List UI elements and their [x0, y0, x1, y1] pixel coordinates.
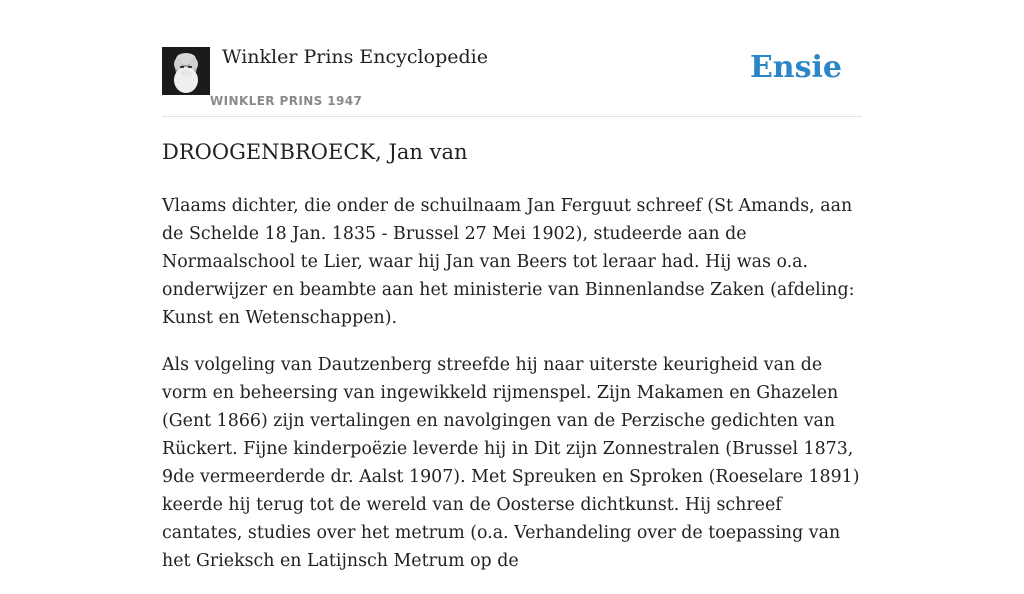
article-title: DROOGENBROECK, Jan van — [162, 140, 468, 164]
article-paragraph: Vlaams dichter, die onder de schuilnaam Jan Ferguut schreef (St Amands, aan de Schelde 18 Jan. 1835 - Brussel 27 Mei 1902), studeerde aan de Normaalschool te Lier, waar hij Jan van Beers tot leraar had. Hij was o.a. onderwijzer en beambte aan het ministerie van Binnenlandse Zaken (afdeling: Kunst en Wetenschappen). — [162, 196, 855, 328]
article-paragraph: Als volgeling van Dautzenberg streefde hij naar uiterste keurigheid van de vorm en beheersing van ingewikkeld rijmenspel. Zijn Makamen en Ghazelen (Gent 1866) zijn vertalingen en navolgingen van de Perzische gedichten van Rückert. Fijne kinderpoëzie leverde hij in Dit zijn Zonnestralen (Brussel 1873, 9de vermeerderde dr. Aalst 1907). Met Spreuken en Sproken (Roeselare 1891) keerde hij terug tot de wereld van de Oosterse dichtkunst. Hij schreef cantates, studies over het metrum (o.a. Verhandeling over de toepassing van het Grieksch en Latijnsch Metrum op de — [162, 355, 860, 571]
portrait-image — [162, 47, 210, 95]
brand-logo-link[interactable]: Ensie — [749, 50, 842, 85]
source-header — [162, 44, 862, 117]
author-avatar[interactable] — [162, 47, 210, 95]
article-body — [162, 192, 862, 594]
source-subtitle[interactable]: WINKLER PRINS 1947 — [210, 94, 363, 108]
source-title[interactable]: Winkler Prins Encyclopedie — [222, 46, 488, 68]
